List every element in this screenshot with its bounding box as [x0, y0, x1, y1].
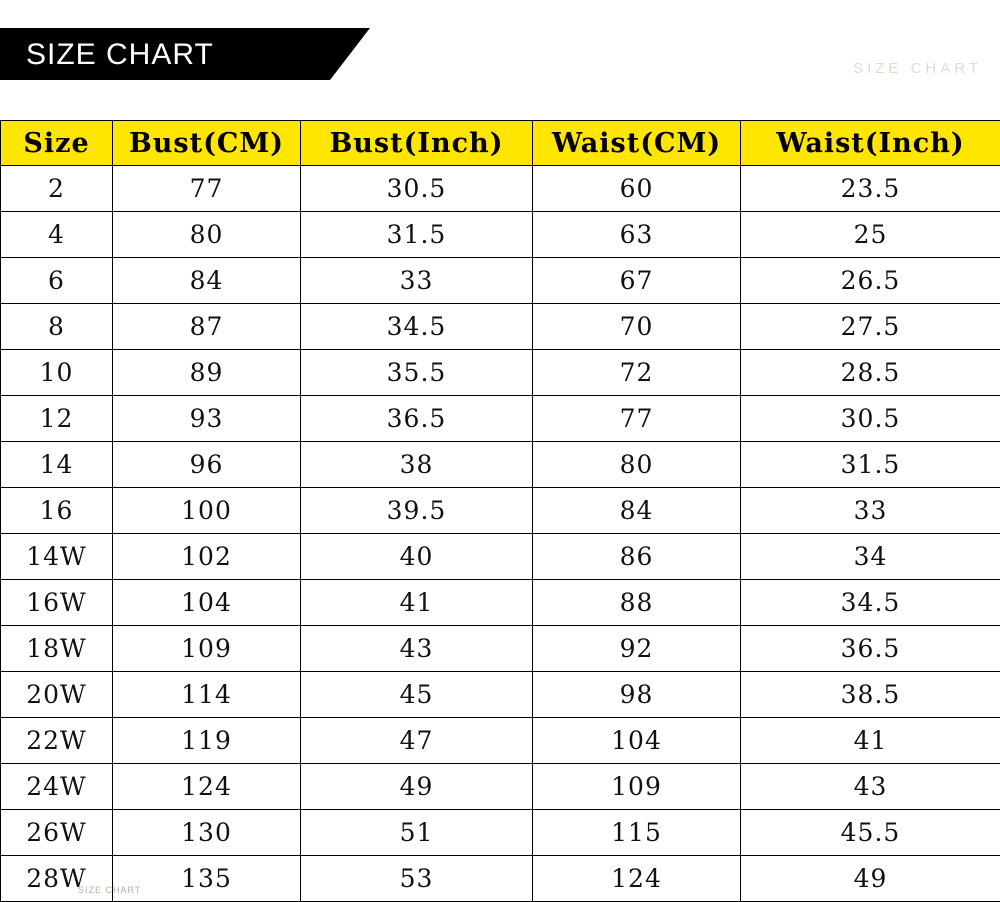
table-cell: 93 [113, 396, 301, 442]
table-cell: 33 [301, 258, 533, 304]
banner-wedge-shape [330, 28, 370, 80]
table-row [1, 534, 1000, 580]
table-cell: 109 [113, 626, 301, 672]
cell-size: 16 [1, 488, 113, 534]
table-cell: 98 [533, 672, 741, 718]
table-cell: 43 [301, 626, 533, 672]
cell-size: 6 [1, 258, 113, 304]
table-cell: 115 [533, 810, 741, 856]
table-cell: 30.5 [741, 396, 1000, 442]
table-cell: 33 [741, 488, 1000, 534]
table-cell: 34.5 [741, 580, 1000, 626]
table-row [1, 810, 1000, 856]
table-cell: 53 [301, 856, 533, 902]
table-cell: 49 [741, 856, 1000, 902]
table-cell: 96 [113, 442, 301, 488]
table-cell: 30.5 [301, 166, 533, 212]
size-chart-table-wrapper [0, 120, 1000, 902]
table-cell: 77 [113, 166, 301, 212]
table-cell: 28.5 [741, 350, 1000, 396]
table-row [1, 304, 1000, 350]
table-row [1, 626, 1000, 672]
column-header-waist-inch: Waist(Inch) [741, 121, 1000, 166]
table-cell: 31.5 [301, 212, 533, 258]
table-cell: 51 [301, 810, 533, 856]
table-cell: 23.5 [741, 166, 1000, 212]
header-watermark: SIZE CHART [853, 60, 982, 77]
page-title: SIZE CHART [26, 40, 214, 70]
table-cell: 100 [113, 488, 301, 534]
table-cell: 72 [533, 350, 741, 396]
table-row [1, 442, 1000, 488]
table-row [1, 488, 1000, 534]
table-cell: 60 [533, 166, 741, 212]
table-cell: 102 [113, 534, 301, 580]
table-cell: 92 [533, 626, 741, 672]
table-cell: 77 [533, 396, 741, 442]
table-cell: 25 [741, 212, 1000, 258]
table-cell: 104 [533, 718, 741, 764]
table-header [1, 121, 1000, 166]
table-row [1, 166, 1000, 212]
cell-size: 16W [1, 580, 113, 626]
table-cell: 31.5 [741, 442, 1000, 488]
table-cell: 27.5 [741, 304, 1000, 350]
table-cell: 36.5 [741, 626, 1000, 672]
table-header-row [1, 121, 1000, 166]
cell-size: 2 [1, 166, 113, 212]
table-row [1, 580, 1000, 626]
table-cell: 124 [113, 764, 301, 810]
table-cell: 124 [533, 856, 741, 902]
column-header-waist-cm: Waist(CM) [533, 121, 741, 166]
table-cell: 89 [113, 350, 301, 396]
table-row [1, 764, 1000, 810]
cell-size: 22W [1, 718, 113, 764]
cell-size: 14 [1, 442, 113, 488]
table-cell: 84 [113, 258, 301, 304]
table-cell: 35.5 [301, 350, 533, 396]
table-cell: 38 [301, 442, 533, 488]
column-header-bust-cm: Bust(CM) [113, 121, 301, 166]
table-cell: 109 [533, 764, 741, 810]
table-body [1, 166, 1000, 902]
table-row [1, 350, 1000, 396]
cell-size: 28W [1, 856, 113, 902]
table-cell: 34.5 [301, 304, 533, 350]
cell-size: 12 [1, 396, 113, 442]
table-cell: 38.5 [741, 672, 1000, 718]
table-cell: 41 [301, 580, 533, 626]
table-cell: 104 [113, 580, 301, 626]
cell-size: 26W [1, 810, 113, 856]
table-cell: 45 [301, 672, 533, 718]
table-row [1, 672, 1000, 718]
table-cell: 87 [113, 304, 301, 350]
table-cell: 86 [533, 534, 741, 580]
table-row [1, 212, 1000, 258]
table-cell: 26.5 [741, 258, 1000, 304]
table-cell: 34 [741, 534, 1000, 580]
table-cell: 135 [113, 856, 301, 902]
table-cell: 80 [113, 212, 301, 258]
table-cell: 63 [533, 212, 741, 258]
size-chart-table [0, 120, 1000, 902]
cell-size: 10 [1, 350, 113, 396]
table-cell: 70 [533, 304, 741, 350]
table-cell: 67 [533, 258, 741, 304]
column-header-size: Size [1, 121, 113, 166]
table-cell: 47 [301, 718, 533, 764]
table-cell: 36.5 [301, 396, 533, 442]
table-cell: 40 [301, 534, 533, 580]
cell-size: 4 [1, 212, 113, 258]
table-cell: 130 [113, 810, 301, 856]
cell-size: 24W [1, 764, 113, 810]
cell-size: 18W [1, 626, 113, 672]
size-chart-banner [0, 0, 1000, 86]
cell-size: 8 [1, 304, 113, 350]
table-cell: 43 [741, 764, 1000, 810]
column-header-bust-inch: Bust(Inch) [301, 121, 533, 166]
table-row [1, 856, 1000, 902]
table-cell: 41 [741, 718, 1000, 764]
table-cell: 80 [533, 442, 741, 488]
table-cell: 119 [113, 718, 301, 764]
table-cell: 114 [113, 672, 301, 718]
cell-size: 14W [1, 534, 113, 580]
table-cell: 39.5 [301, 488, 533, 534]
table-row [1, 258, 1000, 304]
table-cell: 45.5 [741, 810, 1000, 856]
table-row [1, 718, 1000, 764]
table-cell: 88 [533, 580, 741, 626]
table-cell: 84 [533, 488, 741, 534]
cell-size: 20W [1, 672, 113, 718]
footer-watermark: SIZE CHART [78, 885, 141, 895]
table-row [1, 396, 1000, 442]
table-cell: 49 [301, 764, 533, 810]
